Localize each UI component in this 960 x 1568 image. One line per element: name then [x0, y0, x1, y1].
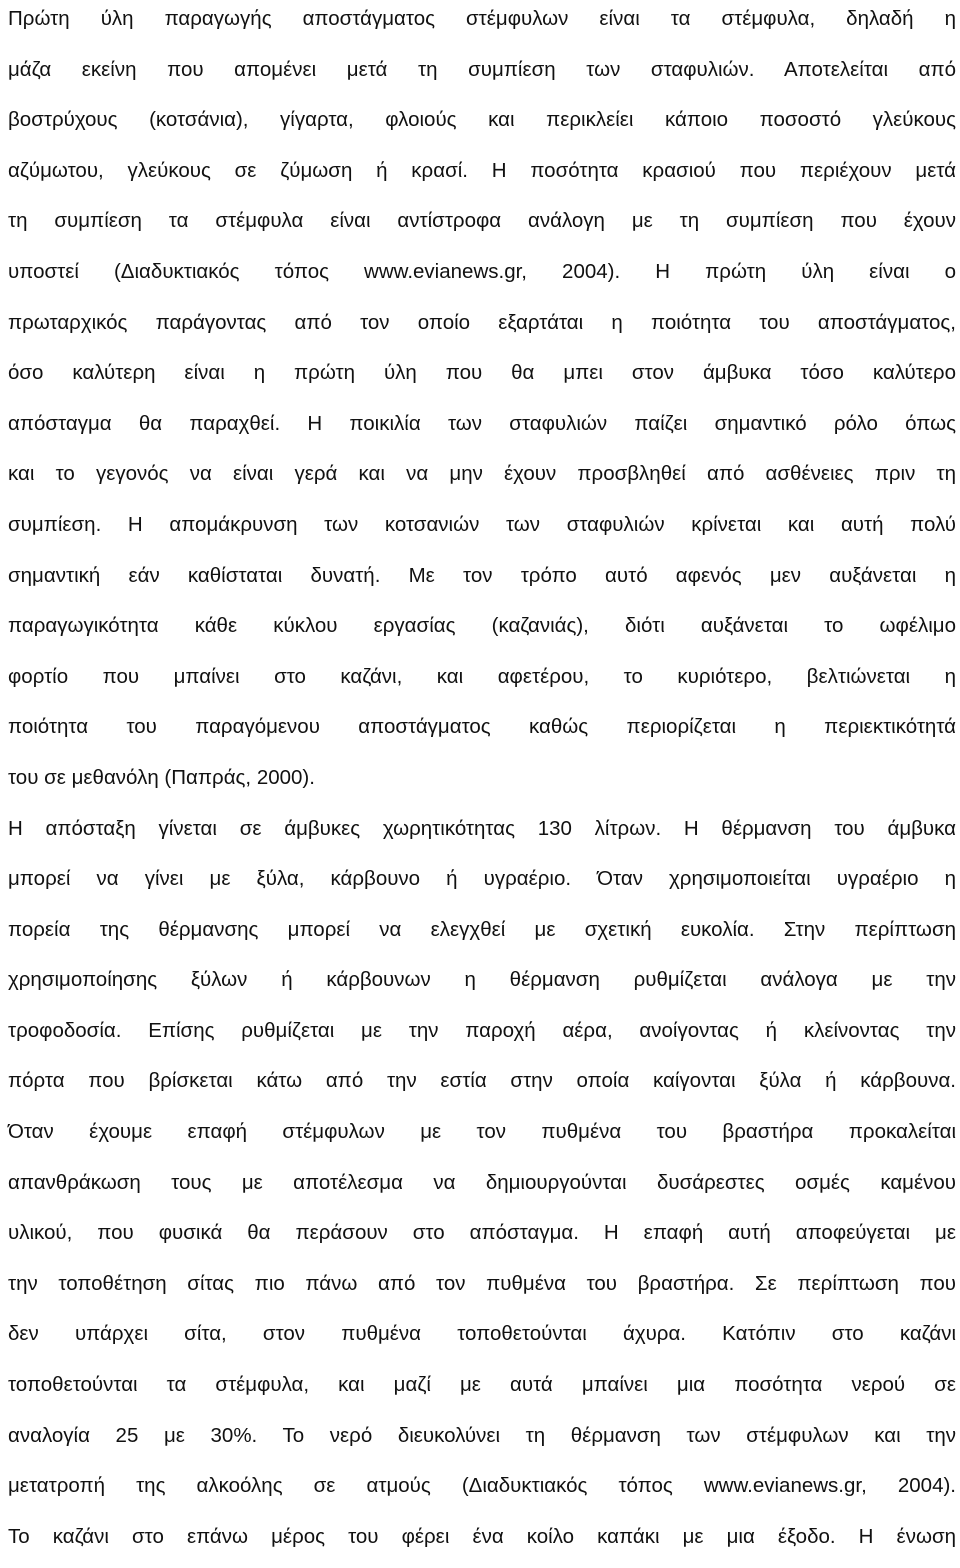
text-line: Το καζάνι στο επάνω μέρος του φέρει ένα κοίλο καπάκι με μια έξοδο. Η ένωση — [8, 1518, 956, 1568]
text-line: ποιότητα του παραγόμενου αποστάγματος καθώς περιορίζεται η περιεκτικότητά — [8, 708, 956, 759]
text-line: πορεία της θέρμανσης μπορεί να ελεγχθεί με σχετική ευκολία. Στην περίπτωση — [8, 911, 956, 962]
text-line: τη συμπίεση τα στέμφυλα είναι αντίστροφα ανάλογη με τη συμπίεση που έχουν — [8, 202, 956, 253]
text-line: δεν υπάρχει σίτα, στον πυθμένα τοποθετούνται άχυρα. Κατόπιν στο καζάνι — [8, 1315, 956, 1366]
text-line: μπορεί να γίνει με ξύλα, κάρβουνο ή υγραέριο. Όταν χρησιμοποιείται υγραέριο η — [8, 860, 956, 911]
text-line: όσο καλύτερη είναι η πρώτη ύλη που θα μπει στον άμβυκα τόσο καλύτερο — [8, 354, 956, 405]
text-line: αναλογία 25 με 30%. Το νερό διευκολύνει τη θέρμανση των στέμφυλων και την — [8, 1417, 956, 1468]
text-line: μάζα εκείνη που απομένει μετά τη συμπίεση των σταφυλιών. Αποτελείται από — [8, 51, 956, 102]
text-line: απόσταγμα θα παραχθεί. Η ποικιλία των σταφυλιών παίζει σημαντικό ρόλο όπως — [8, 405, 956, 456]
text-line: φορτίο που μπαίνει στο καζάνι, και αφετέρου, το κυριότερο, βελτιώνεται η — [8, 658, 956, 709]
text-line: τοποθετούνται τα στέμφυλα, και μαζί με αυτά μπαίνει μια ποσότητα νερού σε — [8, 1366, 956, 1417]
text-line: αζύμωτου, γλεύκους σε ζύμωση ή κρασί. Η ποσότητα κρασιού που περιέχουν μετά — [8, 152, 956, 203]
text-line: υποστεί (Διαδυκτιακός τόπος www.evianews.gr, 2004). Η πρώτη ύλη είναι ο — [8, 253, 956, 304]
paragraph-2 — [8, 810, 956, 1568]
text-line: χρησιμοποίησης ξύλων ή κάρβουνων η θέρμανση ρυθμίζεται ανάλογα με την — [8, 961, 956, 1012]
text-line: σημαντική εάν καθίσταται δυνατή. Με τον τρόπο αυτό αφενός μεν αυξάνεται η — [8, 557, 956, 608]
document-page — [8, 0, 956, 1568]
text-line: Η απόσταξη γίνεται σε άμβυκες χωρητικότητας 130 λίτρων. Η θέρμανση του άμβυκα — [8, 810, 956, 861]
text-line: πόρτα που βρίσκεται κάτω από την εστία στην οποία καίγονται ξύλα ή κάρβουνα. — [8, 1062, 956, 1113]
paragraph-1 — [8, 0, 956, 810]
text-line: συμπίεση. Η απομάκρυνση των κοτσανιών των σταφυλιών κρίνεται και αυτή πολύ — [8, 506, 956, 557]
text-line: την τοποθέτηση σίτας πιο πάνω από τον πυθμένα του βραστήρα. Σε περίπτωση που — [8, 1265, 956, 1316]
text-line: βοστρύχους (κοτσάνια), γίγαρτα, φλοιούς και περικλείει κάποιο ποσοστό γλεύκους — [8, 101, 956, 152]
text-line: Όταν έχουμε επαφή στέμφυλων με τον πυθμένα του βραστήρα προκαλείται — [8, 1113, 956, 1164]
text-line: παραγωγικότητα κάθε κύκλου εργασίας (καζανιάς), διότι αυξάνεται το ωφέλιμο — [8, 607, 956, 658]
text-line: του σε μεθανόλη (Παπράς, 2000). — [8, 759, 956, 810]
text-line: απανθράκωση τους με αποτέλεσμα να δημιουργούνται δυσάρεστες οσμές καμένου — [8, 1164, 956, 1215]
text-line: πρωταρχικός παράγοντας από τον οποίο εξαρτάται η ποιότητα του αποστάγματος, — [8, 304, 956, 355]
text-line: και το γεγονός να είναι γερά και να μην έχουν προσβληθεί από ασθένειες πριν τη — [8, 455, 956, 506]
text-line: μετατροπή της αλκοόλης σε ατμούς (Διαδυκτιακός τόπος www.evianews.gr, 2004). — [8, 1467, 956, 1518]
text-line: τροφοδοσία. Επίσης ρυθμίζεται με την παροχή αέρα, ανοίγοντας ή κλείνοντας την — [8, 1012, 956, 1063]
text-line: υλικού, που φυσικά θα περάσουν στο απόσταγμα. Η επαφή αυτή αποφεύγεται με — [8, 1214, 956, 1265]
text-line: Πρώτη ύλη παραγωγής αποστάγματος στέμφυλων είναι τα στέμφυλα, δηλαδή η — [8, 0, 956, 51]
